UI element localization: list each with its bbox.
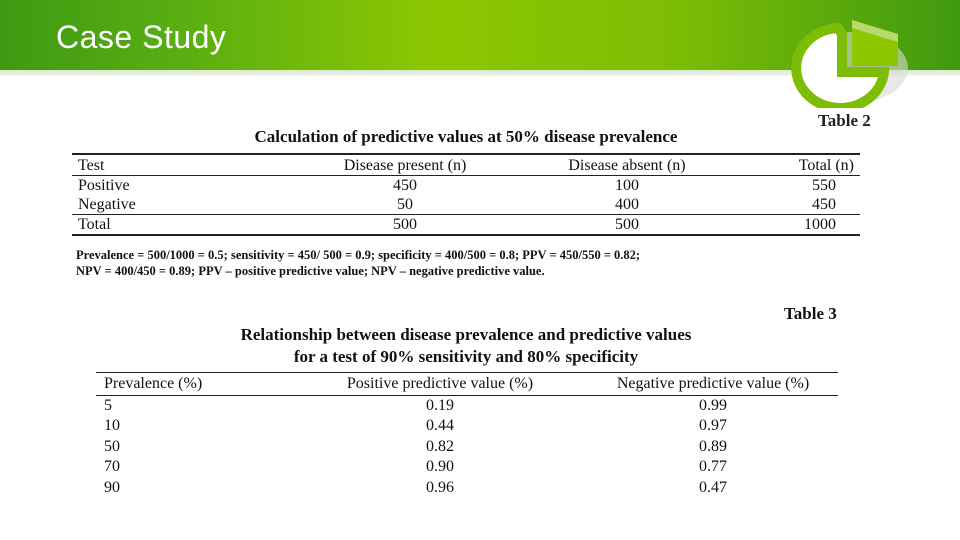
table-cell: 50: [104, 437, 120, 455]
table2-corner-label: Table 2: [818, 111, 871, 130]
table-cell: 400: [615, 196, 639, 213]
table3-header-row: [96, 373, 838, 396]
table-cell: 550: [812, 177, 836, 194]
table-cell: Negative: [78, 196, 136, 213]
table-cell: 1000: [738, 215, 860, 236]
table2-footnote: [76, 247, 866, 279]
table3: [96, 372, 838, 498]
table-row: [96, 416, 838, 437]
table-cell: 0.82: [426, 437, 454, 455]
table-row: [96, 395, 838, 416]
table-cell: 90: [104, 478, 120, 496]
table-row: [72, 215, 860, 236]
table3-title-line: for a test of 90% sensitivity and 80% specificity: [293, 347, 639, 366]
table-cell: 0.96: [426, 478, 454, 496]
table-cell: 0.89: [699, 437, 727, 455]
table-row: [96, 457, 838, 478]
table2-header-row: [72, 154, 860, 176]
table2: [72, 153, 860, 236]
table-cell: 5: [104, 396, 112, 414]
table3-header-npv: Negative predictive value (%): [588, 373, 838, 396]
table-row: [96, 437, 838, 458]
table3-header-ppv: Positive predictive value (%): [292, 373, 588, 396]
table-cell: 0.99: [699, 396, 727, 414]
table-row: [96, 478, 838, 499]
table-cell: 500: [516, 215, 738, 236]
table-cell: Positive: [78, 177, 130, 194]
table3-label: Table 3: [784, 304, 837, 323]
table2-header-total: Total (n): [738, 154, 860, 176]
pie-chart-logo-icon: [780, 12, 920, 108]
table-cell: Total: [72, 215, 294, 236]
footnote-line: Prevalence = 500/1000 = 0.5; sensitivity = 450/ 500 = 0.9; specificity = 400/500 = 0.8; PPV = 450/550 = 0.82;: [76, 248, 641, 262]
table-cell: 100: [615, 177, 639, 194]
table2-header-present: Disease present (n): [294, 154, 516, 176]
slide-title: Case Study: [56, 19, 227, 55]
table3-title-line: Relationship between disease prevalence and predictive values: [240, 325, 692, 344]
table-row: [72, 195, 860, 215]
table3-title: [166, 324, 766, 368]
table3-header-prevalence: Prevalence (%): [96, 373, 292, 396]
table-cell: 0.90: [426, 458, 454, 475]
footnote-line: NPV = 400/450 = 0.89; PPV – positive predictive value; NPV – negative predictive value.: [76, 264, 545, 278]
table-cell: 500: [294, 215, 516, 236]
table-cell: 10: [104, 417, 120, 434]
table-cell: 0.77: [699, 458, 727, 475]
table-cell: 450: [812, 196, 836, 213]
table-row: [72, 176, 860, 196]
document-scan: [66, 111, 879, 504]
table-cell: 450: [393, 177, 417, 194]
table-cell: 0.44: [426, 417, 454, 434]
table-cell: 0.97: [699, 417, 727, 434]
table2-header-absent: Disease absent (n): [516, 154, 738, 176]
table2-title: Calculation of predictive values at 50% disease prevalence: [254, 127, 678, 146]
table2-header-test: Test: [72, 154, 294, 176]
table-cell: 0.47: [699, 478, 727, 496]
table-cell: 70: [104, 458, 120, 475]
table-cell: 0.19: [426, 396, 454, 414]
table-cell: 50: [397, 196, 413, 213]
